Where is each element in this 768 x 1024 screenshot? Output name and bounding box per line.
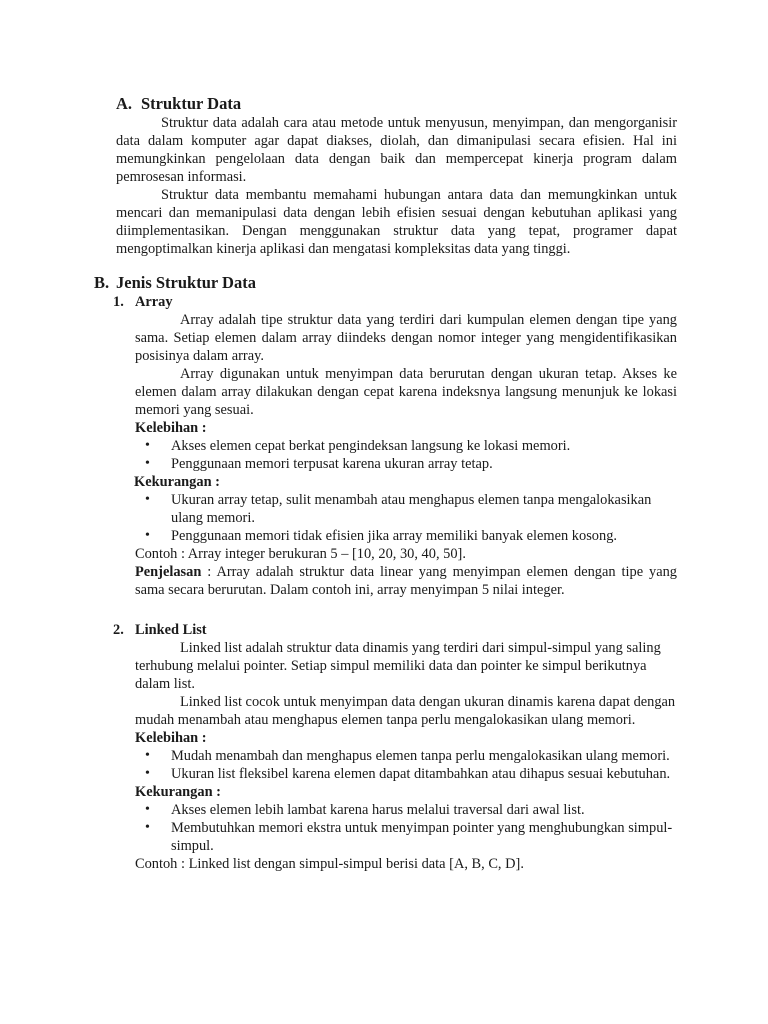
section-a-marker: A. (116, 94, 133, 113)
array-kekurangan-list (135, 491, 677, 545)
array-paragraph-1: Array adalah tipe struktur data yang terdiri dari kumpulan elemen dengan tipe yang sama. Setiap elemen dalam array diindeks dengan nomor integer yang mengidentifikasikan posisinya dalam array. (135, 312, 677, 364)
array-heading (113, 293, 677, 311)
linked-list-kelebihan-label: Kelebihan : (135, 730, 207, 746)
linked-list-paragraph-2: Linked list cocok untuk menyimpan data dengan ukuran dinamis karena dapat dengan mudah menambah atau menghapus elemen tanpa perlu mengalokasikan ulang memori. (135, 694, 676, 728)
array-number: 1. (113, 294, 124, 310)
section-b-marker: B. (94, 273, 110, 292)
array-subsection (113, 293, 677, 599)
array-kelebihan-1: Akses elemen cepat berkat pengindeksan langsung ke lokasi memori. (171, 438, 571, 454)
linked-list-kekurangan-list (135, 801, 677, 855)
array-kekurangan-label: Kekurangan : (134, 474, 220, 490)
linked-list-kelebihan-1: Mudah menambah dan menghapus elemen tanpa perlu mengalokasikan ulang memori. (171, 748, 670, 764)
array-penjelasan-label: Penjelasan (135, 564, 202, 580)
list-item (135, 819, 677, 855)
array-title: Array (135, 294, 173, 310)
section-a-heading (116, 94, 241, 114)
list-item (135, 527, 677, 545)
array-contoh: Contoh : Array integer berukuran 5 – [10, 20, 30, 40, 50]. (135, 546, 466, 562)
array-paragraph-2: Array digunakan untuk menyimpan data berurutan dengan ukuran tetap. Akses ke elemen dalam array dilakukan dengan cepat karena indeksnya langsung menunjuk ke lokasi memori yang sesuai. (135, 366, 677, 418)
section-b-title: Jenis Struktur Data (116, 273, 256, 292)
bullet-icon: • (145, 820, 150, 835)
bullet-icon: • (145, 748, 150, 763)
array-penjelasan (135, 563, 677, 599)
linked-list-heading (113, 621, 677, 639)
list-item (135, 455, 677, 473)
array-kelebihan-2: Penggunaan memori terpusat karena ukuran array tetap. (171, 456, 493, 472)
linked-list-paragraph-1: Linked list adalah struktur data dinamis yang terdiri dari simpul-simpul yang saling terhubung melalui pointer. Setiap simpul memiliki data dan pointer ke simpul berikutnya dalam list. (135, 640, 661, 692)
bullet-icon: • (145, 766, 150, 781)
array-kekurangan-1: Ukuran array tetap, sulit menambah atau menghapus elemen tanpa mengalokasikan ulang memori. (171, 492, 652, 526)
linked-list-kekurangan-1: Akses elemen lebih lambat karena harus melalui traversal dari awal list. (171, 802, 585, 818)
list-item (135, 765, 677, 783)
array-kekurangan-2: Penggunaan memori tidak efisien jika array memiliki banyak elemen kosong. (171, 528, 617, 544)
list-item (135, 801, 677, 819)
linked-list-contoh: Contoh : Linked list dengan simpul-simpul berisi data [A, B, C, D]. (135, 856, 524, 872)
linked-list-title: Linked List (135, 622, 207, 638)
array-kelebihan-list (135, 437, 677, 473)
bullet-icon: • (145, 456, 150, 471)
section-a-paragraph-2: Struktur data membantu memahami hubungan antara data dan memungkinkan untuk mencari dan memanipulasi data dengan lebih efisien sesuai dengan kebutuhan aplikasi yang diimplementasikan. Dengan menggunakan struktur data yang tepat, programer dapat mengoptimalkan kinerja aplikasi dan mengatasi kompleksitas data yang tinggi. (116, 187, 677, 257)
linked-list-number: 2. (113, 622, 124, 638)
array-kelebihan-label: Kelebihan : (135, 420, 207, 436)
linked-list-kekurangan-label: Kekurangan : (135, 784, 221, 800)
bullet-icon: • (145, 802, 150, 817)
linked-list-kelebihan-2: Ukuran list fleksibel karena elemen dapat ditambahkan atau dihapus sesuai kebutuhan. (171, 766, 671, 782)
list-item (135, 437, 677, 455)
array-penjelasan-text: : Array adalah struktur data linear yang menyimpan elemen dengan tipe yang sama secara berurutan. Dalam contoh ini, array menyimpan 5 nilai integer. (135, 564, 677, 598)
section-a-paragraph-1: Struktur data adalah cara atau metode untuk menyusun, menyimpan, dan mengorganisir data dalam komputer agar dapat diakses, diolah, dan dimanipulasi secara efisien. Hal ini memungkinkan pengelolaan data dengan baik dan mempercepat kinerja program dalam pemrosesan informasi. (116, 115, 677, 185)
section-a-body (116, 114, 677, 258)
section-b-heading (94, 273, 256, 293)
bullet-icon: • (145, 492, 150, 507)
linked-list-kelebihan-list (135, 747, 677, 783)
list-item (135, 491, 677, 527)
linked-list-subsection (113, 621, 677, 873)
bullet-icon: • (145, 438, 150, 453)
bullet-icon: • (145, 528, 150, 543)
linked-list-kekurangan-2: Membutuhkan memori ekstra untuk menyimpan pointer yang menghubungkan simpul-simpul. (171, 820, 673, 854)
section-a-title: Struktur Data (141, 94, 242, 113)
list-item (135, 747, 677, 765)
